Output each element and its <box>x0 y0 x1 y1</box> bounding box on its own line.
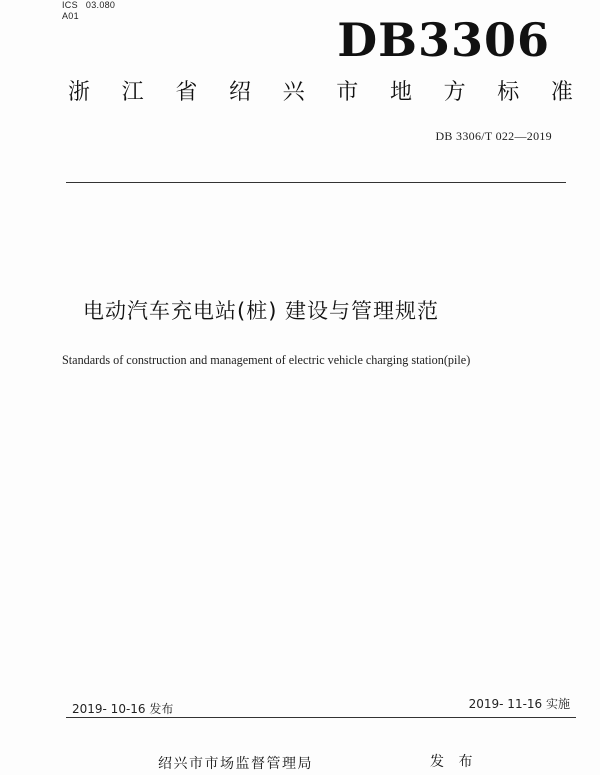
ics-label: ICS <box>62 0 78 10</box>
standard-type-char: 标 <box>497 80 520 105</box>
implementation-date: 2019- 11-16 实施 <box>468 697 570 711</box>
top-divider <box>66 182 566 183</box>
standard-type-heading <box>68 78 573 108</box>
ics-code: 03.080 <box>85 0 116 10</box>
standard-type-char: 兴 <box>282 80 305 105</box>
bottom-divider <box>66 717 576 718</box>
classification-code: A01 <box>62 11 79 21</box>
standard-type-char: 省 <box>175 80 198 105</box>
title-english: Standards of construction and management of electric vehicle charging station(pile) <box>62 353 471 367</box>
issuing-authority: 绍兴市市场监督管理局 <box>158 756 313 772</box>
standard-type-char: 准 <box>550 80 573 105</box>
db-code-logo: DB3306 <box>337 13 550 67</box>
standard-type-char: 江 <box>121 80 144 105</box>
standard-type-char: 方 <box>443 80 466 105</box>
ics-block <box>62 0 115 22</box>
title-chinese: 电动汽车充电站(桩) 建设与管理规范 <box>83 299 440 323</box>
standard-type-char: 绍 <box>228 80 251 105</box>
ics-row <box>62 0 115 11</box>
standard-type-char: 市 <box>336 80 359 105</box>
standard-number: DB 3306/T 022—2019 <box>435 129 552 143</box>
issue-label: 发 布 <box>430 754 478 770</box>
standard-type-char: 地 <box>389 80 412 105</box>
issue-date: 2019- 10-16 发布 <box>72 702 174 716</box>
standard-type-char: 浙 <box>68 80 91 105</box>
